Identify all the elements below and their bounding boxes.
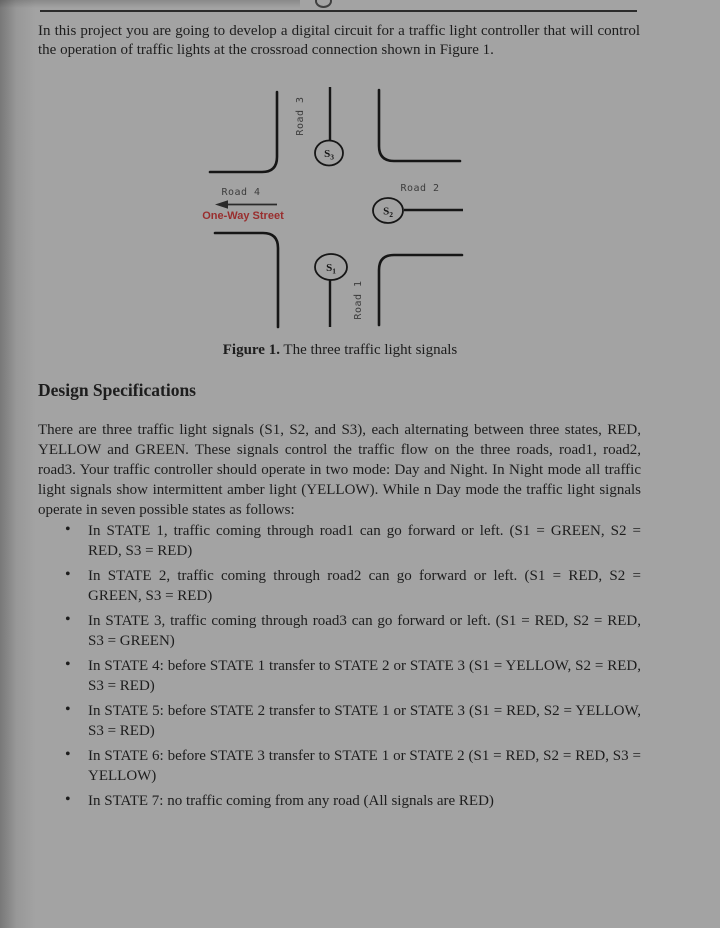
state-bullet-item: • In STATE 6: before STATE 3 transfer to STATE 1 or STATE 2 (S1 = RED, S2 = RED, S3 = YELLOW) bbox=[38, 746, 641, 786]
corner-top-left bbox=[210, 92, 277, 172]
figure-caption-label: Figure 1. bbox=[222, 342, 280, 358]
specs-intro-paragraph: There are three traffic light signals (S1, S2, and S3), each alternating between three states, RED, YELLOW and GREEN. These signals control the traffic flow on the three roads, road1, road2, road3. Your traffic controller should operate in two mode: Day and Night. In Night mode all traffic light signals show intermittent amber light (YELLOW). While n Day mode the traffic light signals operate in seven possible states as follows: bbox=[38, 422, 641, 518]
road1-label: Road 1 bbox=[353, 280, 364, 320]
state-bullet-item: • In STATE 2, traffic coming through road2 can go forward or left. (S1 = RED, S2 = GREEN, S3 = RED) bbox=[38, 566, 641, 606]
road2-label: Road 2 bbox=[400, 183, 440, 194]
road3-label: Road 3 bbox=[295, 96, 306, 136]
corner-top-right bbox=[379, 90, 460, 161]
figure-caption bbox=[150, 342, 530, 359]
intro-paragraph: In this project you are going to develop a digital circuit for a traffic light controller that will control the operation of traffic lights at the crossroad connection shown in Figure 1. bbox=[38, 23, 640, 58]
state-bullet-item: • In STATE 4: before STATE 1 transfer to STATE 2 or STATE 3 (S1 = YELLOW, S2 = RED, S3 = RED) bbox=[38, 656, 641, 696]
signal-s3-label: $S_3$ bbox=[324, 148, 334, 162]
scan-edge-shadow-top bbox=[0, 0, 300, 8]
header-divider bbox=[40, 10, 637, 12]
road4-label: Road 4 bbox=[221, 187, 261, 198]
design-specifications-heading: Design Specifications bbox=[38, 380, 196, 400]
crossroad-figure bbox=[190, 82, 480, 332]
one-way-street-label: One-Way Street bbox=[202, 210, 284, 222]
signal-s1-label: $S_1$ bbox=[326, 262, 336, 276]
one-way-arrow-icon bbox=[215, 200, 277, 208]
figure-caption-text: The three traffic light signals bbox=[279, 342, 458, 358]
state-bullet-item: • In STATE 1, traffic coming through road1 can go forward or left. (S1 = GREEN, S2 = RED, S3 = RED) bbox=[38, 521, 641, 561]
state-bullet-list bbox=[38, 521, 641, 816]
cut-off-header-glyph bbox=[315, 0, 332, 8]
scan-edge-shadow-left bbox=[0, 0, 36, 928]
corner-bottom-left bbox=[215, 233, 278, 327]
state-bullet-item: • In STATE 7: no traffic coming from any road (All signals are RED) bbox=[38, 791, 641, 811]
state-bullet-item: • In STATE 3, traffic coming through road3 can go forward or left. (S1 = RED, S2 = RED, S3 = GREEN) bbox=[38, 611, 641, 651]
signal-s2-label: $S_2$ bbox=[383, 205, 393, 219]
corner-bottom-right bbox=[379, 255, 462, 325]
state-bullet-item: • In STATE 5: before STATE 2 transfer to STATE 1 or STATE 3 (S1 = RED, S2 = YELLOW, S3 = RED) bbox=[38, 701, 641, 741]
